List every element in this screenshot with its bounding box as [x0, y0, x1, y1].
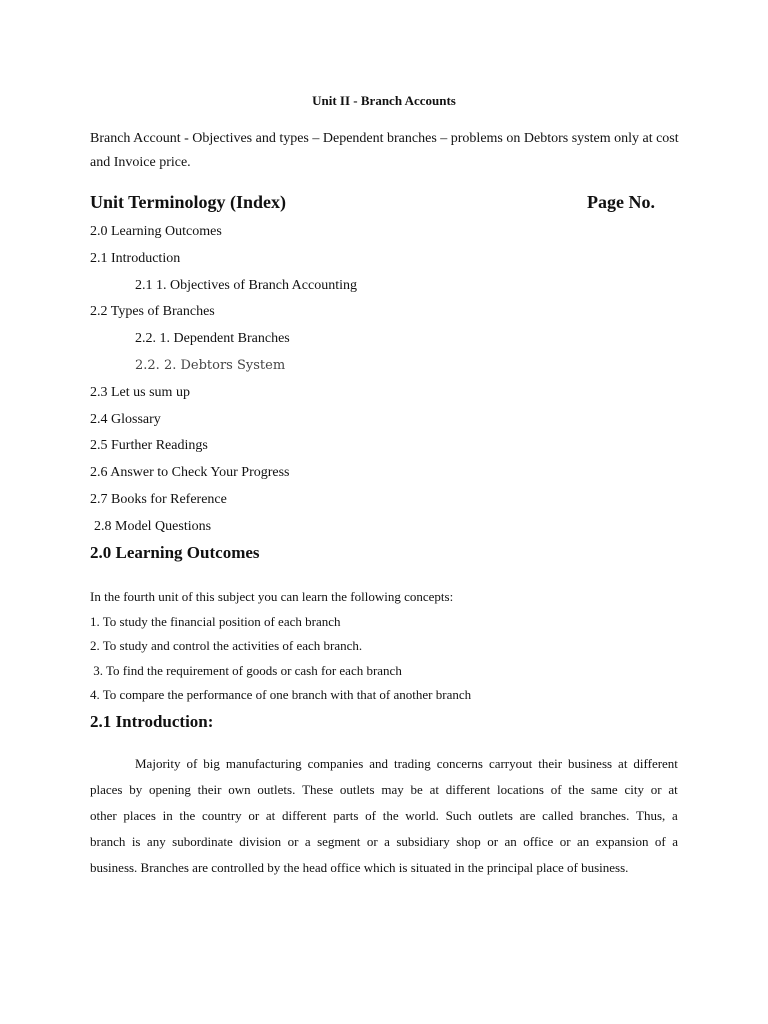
- intro-word: different: [281, 808, 327, 823]
- introduction-paragraph: [90, 751, 678, 881]
- outcomes-intro: In the fourth unit of this subject you can learn the following concepts:: [90, 589, 454, 604]
- terminology-heading: Unit Terminology (Index): [90, 192, 287, 212]
- intro-word: are: [519, 808, 536, 823]
- outcome-item: 1. To study the financial position of each branch: [90, 613, 341, 629]
- intro-word: same: [590, 782, 618, 797]
- intro-word: shop: [456, 834, 481, 849]
- intro-word: branch: [90, 834, 126, 849]
- learning-outcomes-list: [90, 587, 471, 710]
- intro-word: any: [146, 834, 166, 849]
- intro-word: at: [618, 756, 628, 771]
- intro-word: outlets.: [257, 782, 296, 797]
- intro-line: business. Branches are controlled by the head office which is situated in the principal place of business.: [90, 860, 629, 875]
- intro-word: concerns: [436, 756, 483, 771]
- intro-word: or: [248, 808, 260, 823]
- intro-word: office: [523, 834, 554, 849]
- intro-word: an: [504, 834, 517, 849]
- intro-word: different: [633, 756, 678, 771]
- intro-word: or: [487, 834, 499, 849]
- intro-word: is: [131, 834, 141, 849]
- intro-word: may: [381, 782, 404, 797]
- intro-word: by: [129, 782, 143, 797]
- intro-word: locations: [497, 782, 544, 797]
- intro-word: a: [304, 834, 311, 849]
- table-of-contents: [90, 221, 357, 543]
- intro-word: parts: [333, 808, 359, 823]
- intro-word: the: [179, 808, 196, 823]
- intro-word: Majority: [135, 756, 181, 771]
- intro-word: and: [369, 756, 388, 771]
- intro-word: outlets: [339, 782, 375, 797]
- intro-word: an: [577, 834, 590, 849]
- intro-word: or: [650, 782, 662, 797]
- intro-word: Such: [445, 808, 472, 823]
- intro-word: country: [201, 808, 242, 823]
- toc-item: 2.6 Answer to Check Your Progress: [90, 465, 290, 481]
- intro-word: different: [445, 782, 491, 797]
- intro-word: a: [672, 834, 678, 849]
- intro-word: business: [568, 756, 613, 771]
- intro-word: at: [429, 782, 439, 797]
- intro-word: outlets: [478, 808, 513, 823]
- toc-item: 2.5 Further Readings: [90, 438, 208, 454]
- outcome-item: 3. To find the requirement of goods or cash for each branch: [90, 662, 402, 678]
- intro-word: in: [162, 808, 173, 823]
- intro-word: at: [265, 808, 276, 823]
- toc-item: 2.8 Model Questions: [94, 518, 212, 534]
- intro-word: their: [538, 756, 563, 771]
- toc-item: 2.2. 1. Dependent Branches: [135, 331, 290, 347]
- intro-word: city: [624, 782, 644, 797]
- intro-word: of: [186, 756, 198, 771]
- intro-line: [90, 777, 678, 803]
- learning-outcomes-heading: 2.0 Learning Outcomes: [90, 543, 260, 562]
- intro-word: or: [366, 834, 378, 849]
- intro-word: be: [410, 782, 423, 797]
- intro-word: places: [90, 782, 123, 797]
- intro-word: companies: [307, 756, 364, 771]
- outcome-item: 2. To study and control the activities of each branch.: [90, 638, 363, 654]
- outcome-item: 4. To compare the performance of one branch with that of another branch: [90, 687, 472, 703]
- toc-item: 2.1 Introduction: [90, 250, 181, 266]
- introduction-heading: 2.1 Introduction:: [90, 712, 214, 731]
- intro-word: subsidiary: [396, 834, 450, 849]
- intro-line: [90, 829, 678, 855]
- intro-word: manufacturing: [225, 756, 302, 771]
- intro-word: the: [382, 808, 399, 823]
- intro-word: opening: [149, 782, 191, 797]
- intro-word: branches.: [579, 808, 630, 823]
- toc-item: 2.7 Books for Reference: [90, 491, 227, 507]
- intro-word: These: [302, 782, 334, 797]
- intro-word: segment: [317, 834, 361, 849]
- intro-word: or: [559, 834, 571, 849]
- toc-item: 2.4 Glossary: [90, 411, 161, 427]
- intro-word: called: [542, 808, 574, 823]
- intro-word: division: [239, 834, 282, 849]
- intro-word: their: [197, 782, 222, 797]
- intro-word: trading: [393, 756, 431, 771]
- intro-line: [90, 803, 678, 829]
- page-no-heading: Page No.: [587, 192, 655, 212]
- intro-word: of: [654, 834, 666, 849]
- intro-word: places: [123, 808, 156, 823]
- intro-word: a: [384, 834, 390, 849]
- intro-word: subordinate: [172, 834, 233, 849]
- unit-title: Unit II - Branch Accounts: [312, 93, 456, 108]
- intro-word: Thus,: [636, 808, 666, 823]
- intro-word: the: [568, 782, 585, 797]
- intro-line: [90, 751, 678, 777]
- toc-item: 2.2 Types of Branches: [90, 304, 215, 320]
- intro-word: or: [287, 834, 299, 849]
- intro-word: own: [228, 782, 251, 797]
- subject-line-1: Branch Account - Objectives and types – Dependent branches – problems on Debtors system only at cost: [90, 131, 679, 146]
- intro-word: a: [671, 808, 678, 823]
- intro-word: of: [365, 808, 377, 823]
- toc-item: 2.3 Let us sum up: [90, 384, 190, 400]
- intro-word: other: [90, 808, 117, 823]
- intro-word: big: [203, 756, 220, 771]
- intro-word: expansion: [595, 834, 649, 849]
- intro-word: carryout: [488, 756, 533, 771]
- unit-subject-description: [90, 127, 690, 175]
- toc-item: 2.1 1. Objectives of Branch Accounting: [135, 277, 358, 293]
- toc-item: 2.0 Learning Outcomes: [90, 224, 222, 239]
- intro-word: world.: [405, 808, 439, 823]
- intro-word: at: [668, 782, 678, 797]
- toc-item: 2.2. 2. Debtors System: [135, 357, 286, 373]
- intro-word: of: [550, 782, 562, 797]
- subject-line-2: and Invoice price.: [90, 155, 191, 170]
